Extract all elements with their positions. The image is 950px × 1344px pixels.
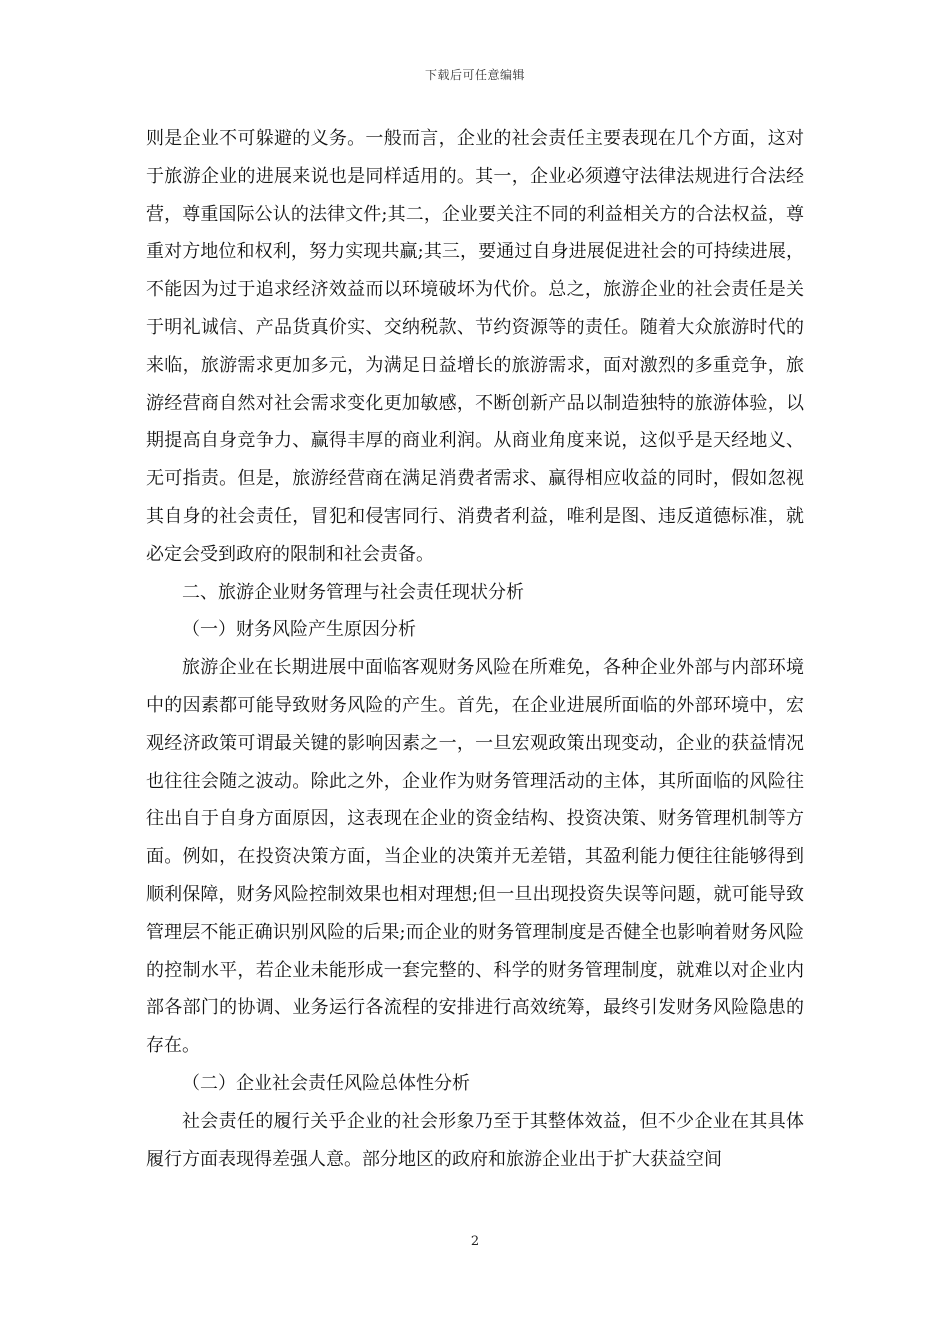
subsection-heading-2: （二）企业社会责任风险总体性分析 bbox=[182, 1072, 470, 1094]
paragraph-social-responsibility: 社会责任的履行关乎企业的社会形象乃至于其整体效益，但不少企业在其具体履行方面表现得差强人意。部分地区的政府和旅游企业出于扩大获益空间 bbox=[146, 1110, 804, 1170]
paragraph-financial-risk: 旅游企业在长期进展中面临客观财务风险在所难免，各种企业外部与内部环境中的因素都可能导致财务风险的产生。首先，在企业进展所面临的外部环境中，宏观经济政策可谓最关键的影响因素之一，一旦宏观政策出现变动，企业的获益情况也往往会随之波动。除此之外，企业作为财务管理活动的主体，其所面临的风险往往出自于自身方面原因，这表现在企业的资金结构、投资决策、财务管理机制等方面。例如，在投资决策方面，当企业的决策并无差错，其盈利能力便往往能够得到顺利保障，财务风险控制效果也相对理想;但一旦出现投资失误等问题，就可能导致管理层不能正确识别风险的后果;而企业的财务管理制度是否健全也影响着财务风险的控制水平，若企业未能形成一套完整的、科学的财务管理制度，就难以对企业内部各部门的协调、业务运行各流程的安排进行高效统筹，最终引发财务风险隐患的存在。 bbox=[146, 657, 804, 1057]
document-body bbox=[146, 120, 804, 1178]
section-heading: 二、旅游企业财务管理与社会责任现状分析 bbox=[182, 581, 524, 603]
paragraph-continuation: 则是企业不可躲避的义务。一般而言，企业的社会责任主要表现在几个方面，这对于旅游企业的进展来说也是同样适用的。其一，企业必须遵守法律法规进行合法经营，尊重国际公认的法律文件;其二，企业要关注不同的利益相关方的合法权益，尊重对方地位和权利，努力实现共赢;其三，要通过自身进展促进社会的可持续进展，不能因为过于追求经济效益而以环境破坏为代价。总之，旅游企业的社会责任是关于明礼诚信、产品货真价实、交纳税款、节约资源等的责任。随着大众旅游时代的来临，旅游需求更加多元，为满足日益增长的旅游需求，面对激烈的多重竞争，旅游经营商自然对社会需求变化更加敏感，不断创新产品以制造独特的旅游体验，以期提高自身竞争力、赢得丰厚的商业利润。从商业角度来说，这似乎是天经地义、无可指责。但是，旅游经营商在满足消费者需求、赢得相应收益的同时，假如忽视其自身的社会责任，冒犯和侵害同行、消费者利益，唯利是图、违反道德标准，就必定会受到政府的限制和社会责备。 bbox=[146, 128, 804, 565]
subsection-heading-1: （一）财务风险产生原因分析 bbox=[182, 619, 416, 641]
page-header: 下载后可任意编辑 bbox=[424, 68, 525, 82]
page-number: 2 bbox=[470, 1234, 480, 1249]
